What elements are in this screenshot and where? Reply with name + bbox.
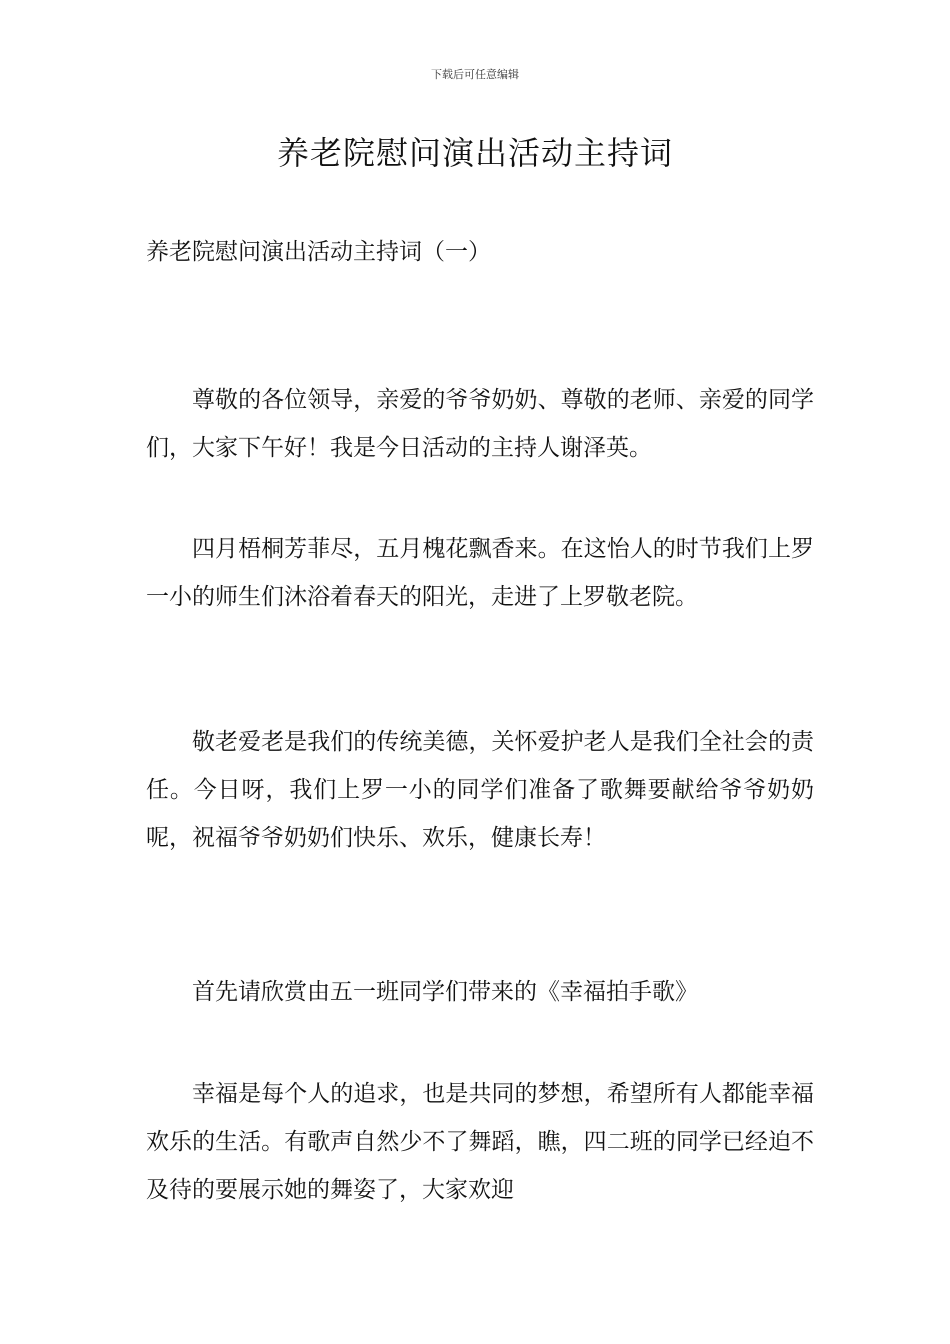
document-title: 养老院慰问演出活动主持词 [276,134,673,172]
paragraph-respect-elders: 敬老爱老是我们的传统美德，关怀爱护老人是我们全社会的责任。今日呀，我们上罗一小的同学们准备了歌舞要献给爷爷奶奶呢，祝福爷爷奶奶们快乐、欢乐，健康长寿！ [146,729,814,851]
paragraph-greeting: 尊敬的各位领导，亲爱的爷爷奶奶、尊敬的老师、亲爱的同学们，大家下午好！我是今日活动的主持人谢泽英。 [146,387,814,461]
paragraph-happiness: 幸福是每个人的追求，也是共同的梦想，希望所有人都能幸福欢乐的生活。有歌声自然少不了舞蹈，瞧，四二班的同学已经迫不及待的要展示她的舞姿了，大家欢迎 [146,1081,814,1203]
paragraph-first-program: 首先请欣赏由五一班同学们带来的《幸福拍手歌》 [192,979,698,1005]
header-note: 下载后可任意编辑 [431,68,519,81]
paragraph-season: 四月梧桐芳菲尽，五月槐花飘香来。在这怡人的时节我们上罗一小的师生们沐浴着春天的阳光，走进了上罗敬老院。 [146,536,814,610]
document-subtitle: 养老院慰问演出活动主持词（一） [146,239,491,265]
